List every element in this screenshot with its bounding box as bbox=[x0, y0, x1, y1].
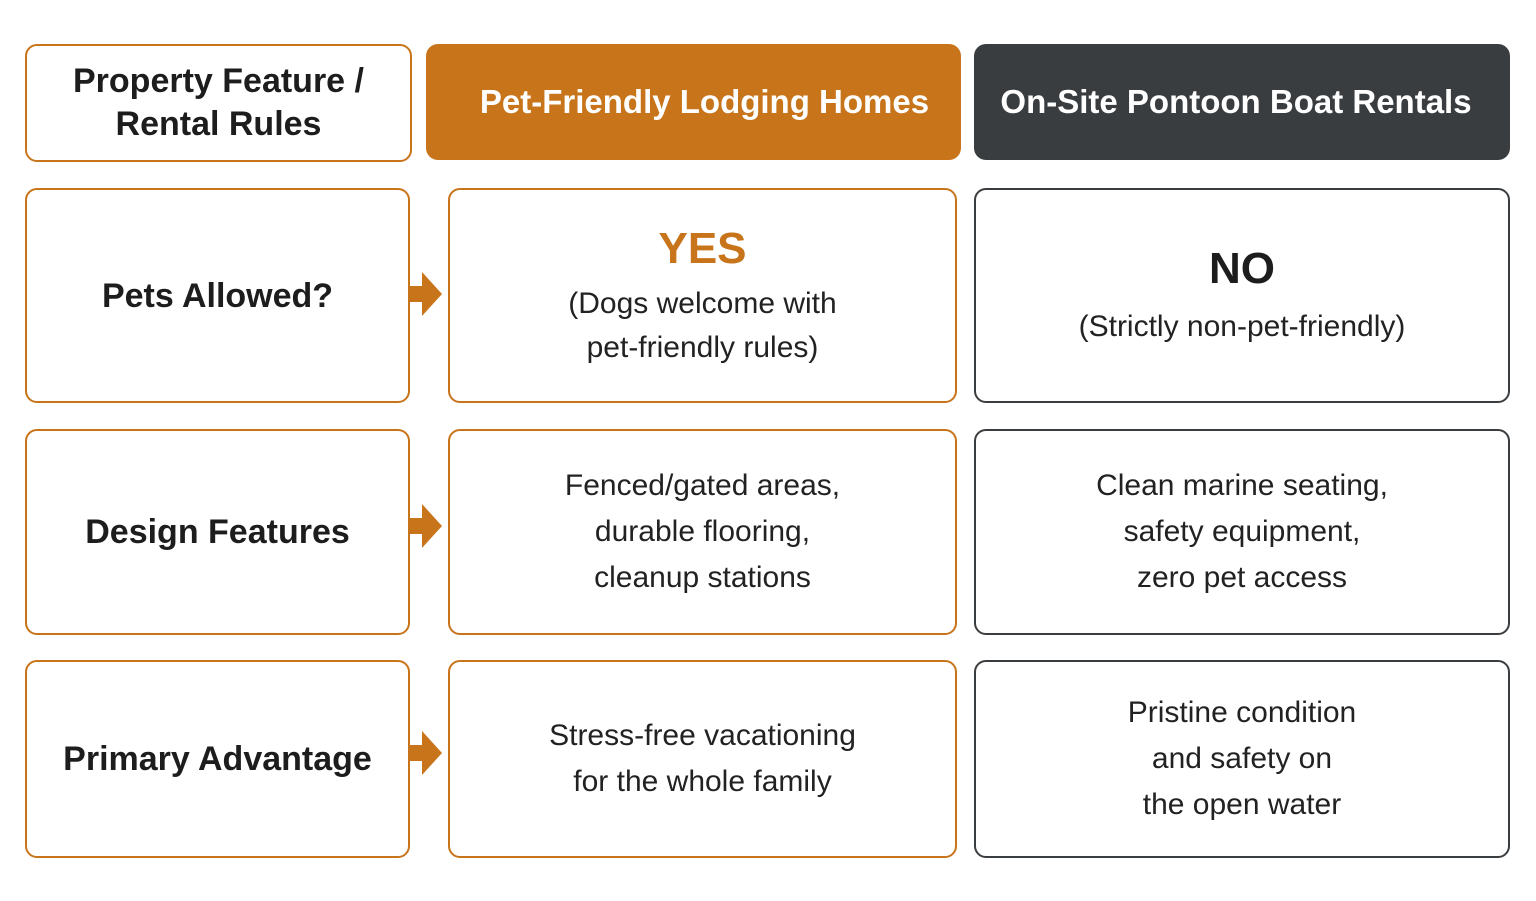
pet-friendly-cell-design bbox=[448, 429, 957, 635]
row-label-box-pets bbox=[25, 188, 410, 403]
pontoon-header-label: On-Site Pontoon Boat Rentals bbox=[1000, 83, 1472, 120]
pets-allowed-yes-detail: (Dogs welcome with pet-friendly rules) bbox=[568, 286, 837, 364]
row-label-box-advantage bbox=[25, 660, 410, 858]
feature-header-label: Property Feature / Rental Rules bbox=[73, 62, 364, 143]
pontoon-header-box bbox=[974, 44, 1510, 160]
pets-allowed-no: NO bbox=[1209, 243, 1275, 293]
row-label-pets: Pets Allowed? bbox=[101, 276, 334, 315]
pet-friendly-header-box bbox=[426, 44, 961, 160]
pet-friendly-header-label: Pet-Friendly Lodging Homes bbox=[479, 83, 930, 120]
design-features-pontoon: Clean marine seating, safety equipment, zero pet access bbox=[1096, 469, 1388, 594]
pontoon-cell-advantage bbox=[974, 660, 1510, 858]
primary-advantage-pet-friendly: Stress-free vacationing for the whole family bbox=[549, 719, 856, 798]
pet-friendly-cell-pets bbox=[448, 188, 957, 403]
pontoon-cell-design bbox=[974, 429, 1510, 635]
pets-allowed-no-detail: (Strictly non-pet-friendly) bbox=[1078, 309, 1406, 343]
arrow-right-icon bbox=[408, 504, 442, 548]
row-label-box-design bbox=[25, 429, 410, 635]
row-label-advantage: Primary Advantage bbox=[63, 740, 372, 778]
design-features-pet-friendly: Fenced/gated areas, durable flooring, cleanup stations bbox=[564, 469, 841, 594]
arrow-right-icon bbox=[408, 731, 442, 775]
feature-header-box bbox=[25, 44, 412, 162]
arrow-right-icon bbox=[408, 272, 442, 316]
row-label-design: Design Features bbox=[85, 513, 350, 551]
pontoon-cell-pets bbox=[974, 188, 1510, 403]
pet-friendly-cell-advantage bbox=[448, 660, 957, 858]
primary-advantage-pontoon: Pristine condition and safety on the open water bbox=[1127, 696, 1357, 821]
pets-allowed-yes: YES bbox=[658, 223, 747, 273]
